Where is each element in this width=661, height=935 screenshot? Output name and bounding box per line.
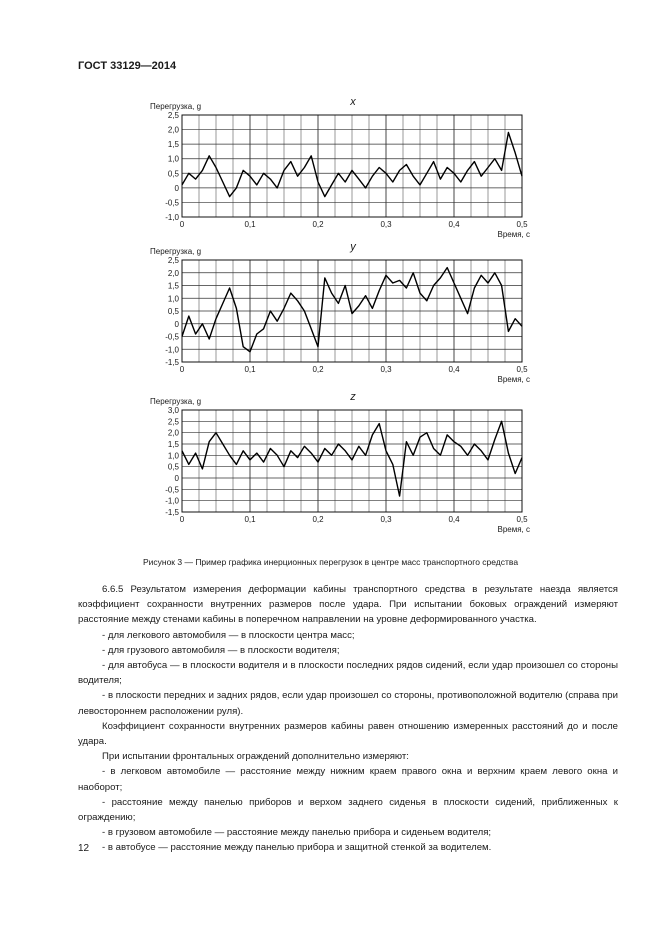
y-tick-label: 1,5 — [167, 281, 179, 291]
list-item: - для автобуса — в плоскости водителя и в плоскости последних рядов сидений, если удар произошел со стороны водителя; — [78, 660, 618, 687]
x-axis-label: Время, с — [497, 375, 530, 384]
chart-z-svg — [150, 390, 540, 540]
chart-x-svg — [150, 95, 540, 245]
y-tick-label: 1,5 — [167, 140, 179, 150]
figure-caption: Рисунок 3 — Пример графика инерционных перегрузок в центре масс транспортного средства — [142, 557, 519, 567]
y-tick-label: 1,0 — [167, 294, 179, 304]
x-tick-label: 0,5 — [516, 365, 528, 374]
y-tick-label: -1,5 — [165, 508, 179, 517]
y-tick-label: 2,5 — [167, 256, 179, 265]
y-tick-label: -1,5 — [165, 358, 179, 367]
y-tick-label: -1,0 — [165, 213, 179, 222]
y-tick-label: 3,0 — [167, 406, 179, 415]
document-header: ГОСТ 33129—2014 — [78, 60, 177, 72]
y-tick-label: 0,5 — [167, 462, 179, 472]
body-text — [78, 582, 618, 856]
y-tick-label: 0 — [174, 319, 179, 329]
y-tick-label: -1,0 — [165, 496, 179, 506]
x-axis-label: Время, с — [497, 525, 530, 534]
y-tick-label: 2,0 — [167, 428, 179, 438]
x-tick-label: 0,1 — [244, 515, 256, 524]
y-axis-label: Перегрузка, g — [150, 102, 202, 111]
y-tick-label: 0,5 — [167, 307, 179, 316]
list-item: - для легкового автомобиля — в плоскости центра масс; — [102, 629, 355, 641]
y-tick-label: 2,5 — [167, 417, 179, 427]
y-tick-label: -1,0 — [165, 345, 179, 355]
x-tick-label: 0,4 — [448, 365, 460, 374]
x-tick-label: 0 — [179, 220, 185, 229]
list-item: - в плоскости передних и задних рядов, если удар произошел со стороны, противоположной водителю (справа при левостороннем расположении руля). — [78, 690, 618, 717]
paragraph: Коэффициент сохранности внутренних размеров кабины равен отношению измеренных расстояний до и после удара. — [78, 720, 618, 748]
y-tick-label: 1,0 — [167, 451, 179, 461]
y-tick-label: 1,0 — [167, 154, 179, 164]
chart-title: z — [350, 391, 356, 403]
y-tick-label: 0 — [174, 474, 179, 483]
y-tick-label: -0,5 — [165, 198, 179, 208]
x-tick-label: 0,5 — [516, 220, 528, 229]
chart-title: x — [350, 96, 356, 108]
x-tick-label: 0,2 — [312, 515, 324, 524]
x-tick-label: 0,1 — [244, 365, 256, 374]
x-tick-label: 0,3 — [380, 365, 392, 374]
chart-y-svg — [150, 240, 540, 390]
paragraph: При испытании фронтальных ограждений дополнительно измеряют: — [102, 751, 409, 763]
paragraph: 6.6.5 Результатом измерения деформации кабины транспортного средства в результате наезда является коэффициент сохранности внутренних размеров после удара. При испытании боковых ограждений измеряют расстояние между стенами кабины в поперечном направлении на уровне деформированного участка. — [78, 584, 618, 626]
list-item: - расстояние между панелью приборов и верхом заднего сиденья в плоскости сидений, приближенных к ограждению; — [78, 796, 618, 824]
chart-x — [150, 95, 540, 245]
list-item: - в легковом автомобиле — расстояние между нижним краем правого окна и верхним краем левого окна и наоборот; — [78, 766, 618, 793]
y-tick-label: -0,5 — [165, 332, 179, 342]
y-tick-label: 0 — [174, 183, 179, 193]
x-tick-label: 0,2 — [312, 220, 324, 229]
x-tick-label: 0,3 — [380, 515, 392, 524]
y-axis-label: Перегрузка, g — [150, 247, 202, 256]
chart-y — [150, 240, 540, 390]
y-tick-label: 2,0 — [167, 268, 179, 278]
x-tick-label: 0 — [179, 515, 185, 524]
x-axis-label: Время, с — [497, 230, 530, 239]
x-tick-label: 0,3 — [380, 220, 392, 229]
y-tick-label: 1,5 — [167, 440, 179, 449]
list-item: - для грузового автомобиля — в плоскости водителя; — [102, 644, 340, 656]
x-tick-label: 0 — [179, 365, 185, 374]
y-tick-label: 2,0 — [167, 125, 179, 135]
list-item: - в автобусе — расстояние между панелью прибора и защитной стенкой за водителем. — [102, 842, 492, 854]
x-tick-label: 0,5 — [516, 515, 528, 524]
chart-z — [150, 390, 540, 540]
y-axis-label: Перегрузка, g — [150, 397, 202, 406]
list-item: - в грузовом автомобиле — расстояние между панелью прибора и сиденьем водителя; — [102, 827, 492, 839]
chart-title: y — [350, 241, 356, 253]
x-tick-label: 0,2 — [312, 365, 324, 374]
page-number: 12 — [78, 843, 90, 854]
x-tick-label: 0,4 — [448, 515, 460, 524]
y-tick-label: 2,5 — [167, 111, 179, 120]
y-tick-label: -0,5 — [165, 485, 179, 495]
x-tick-label: 0,4 — [448, 220, 460, 229]
x-tick-label: 0,1 — [244, 220, 256, 229]
y-tick-label: 0,5 — [167, 169, 179, 179]
